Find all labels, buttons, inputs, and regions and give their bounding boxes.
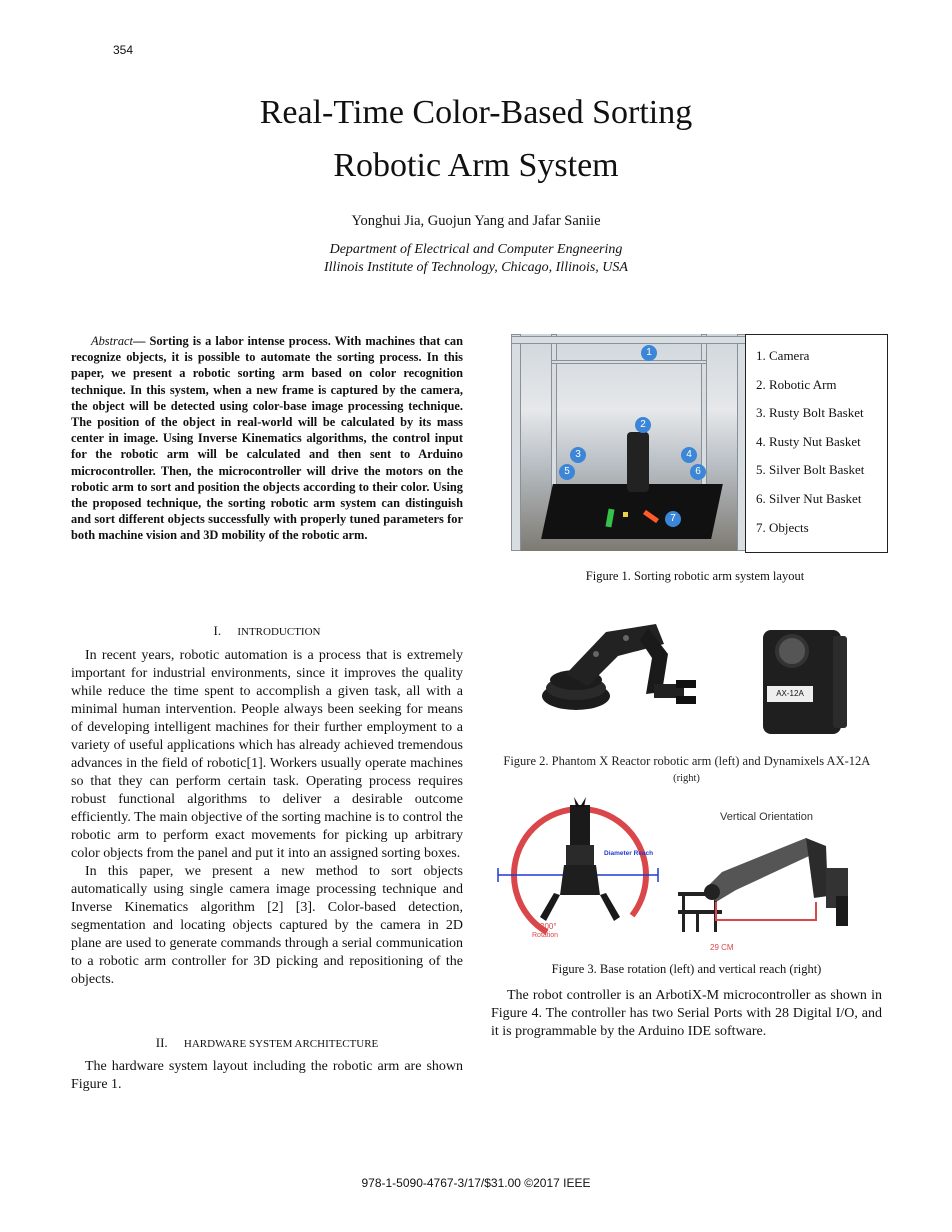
hardware-paragraph: The hardware system layout including the robotic arm are shown Figure 1. <box>71 1059 463 1092</box>
servo-label: AX-12A <box>767 686 813 702</box>
intro-paragraph-1: In recent years, robotic automation is a process that is extremely important for industrial environments, since it improves the quality while reduce the time spent to accomplish a given task, all with a minimal human intervention. People always been seeking for means of developing intelligent machines for their further employment to a variety of useful applications which has already achieved tremendous advances in the field of robotic[1]. Workers usually operate machines so that they can perform certain task. Operating process requires robust functional algorithms to deliver a desirable outcome efficiently. The main objective of the sorting machine is to control the robotic arm to perform exact movements for picking up arbitrary color objects from the panel and put it into an assigned sorting boxes. <box>71 648 463 861</box>
marker-4: 4 <box>681 447 697 463</box>
marker-2: 2 <box>635 417 651 433</box>
section-title: HARDWARE SYSTEM ARCHITECTURE <box>183 1038 379 1050</box>
legend-item-rusty-bolt-basket: 3. Rusty Bolt Basket <box>756 405 864 421</box>
section-number: II. <box>155 1035 168 1050</box>
abstract-lead: Abstract <box>91 334 133 348</box>
controller-paragraph: The robot controller is an ArbotiX-M microcontroller as shown in Figure 4. The controller has two Serial Ports with 28 Digital I/O, and it is programmable by the Arduino IDE software. <box>491 988 882 1039</box>
authors: Yonghui Jia, Guojun Yang and Jafar Saniie <box>351 213 601 229</box>
legend-item-rusty-nut-basket: 4. Rusty Nut Basket <box>756 433 861 449</box>
legend-item-objects: 7. Objects <box>756 519 809 535</box>
vertical-orientation-title: Vertical Orientation <box>720 811 813 823</box>
figure2-caption <box>491 753 882 787</box>
figure2-caption-main: Figure 2. Phantom X Reactor robotic arm (left) and Dynamixels AX-12A <box>503 754 870 768</box>
paper-title <box>0 86 952 192</box>
title-line-2: Robotic Arm System <box>333 147 619 184</box>
legend-item-silver-nut-basket: 6. Silver Nut Basket <box>756 490 862 506</box>
marker-3: 3 <box>570 447 586 463</box>
marker-1: 1 <box>641 345 657 361</box>
footer-copyright: 978-1-5090-4767-3/17/$31.00 ©2017 IEEE <box>361 1176 591 1190</box>
section-heading-introduction <box>71 623 463 639</box>
hardware-body <box>71 1058 463 1094</box>
section-number: I. <box>213 623 222 638</box>
figure3-caption: Figure 3. Base rotation (left) and vertical reach (right) <box>551 962 822 976</box>
figure1-legend <box>745 334 888 553</box>
rotation-word: Rotation <box>532 932 559 939</box>
section-title: INTRODUCTION <box>237 626 321 638</box>
marker-6: 6 <box>690 464 706 480</box>
reach-label: 29 CM <box>710 943 734 952</box>
marker-7: 7 <box>665 511 681 527</box>
affiliation-line-1: Department of Electrical and Computer Engneering <box>329 242 623 257</box>
figure1-caption: Figure 1. Sorting robotic arm system layout <box>585 569 805 583</box>
diameter-label: Diameter Reach <box>604 850 654 857</box>
section-heading-hardware <box>71 1035 463 1051</box>
abstract <box>71 333 463 544</box>
vertical-reach-diagram <box>676 806 872 954</box>
title-line-1: Real-Time Color-Based Sorting <box>259 94 693 131</box>
servo-image <box>755 622 850 742</box>
legend-item-silver-bolt-basket: 5. Silver Bolt Basket <box>756 462 865 478</box>
legend-item-robotic-arm: 2. Robotic Arm <box>756 376 837 392</box>
abstract-text: — Sorting is a labor intense process. With machines that can recognize objects, it is possible to automate the sorting process. In this paper, we present a robotic sorting arm based on color recognition technique. In this system, when a new frame is captured by the camera, the object will be detected using color-base image processing technique. The position of the object in real-world will be calculated by its mass center in image. Using Inverse Kinematics algorithms, the control input for the robotic arm will be calculated and then sent to Arduino microcontroller. Then, the microcontroller will drive the motors on the robotic arm to sort and position the objects according to their color. Using the proposed technique, the sorting robotic arm system can distinguish and sort different objects successfully with properly tuned parameters for both machine vision and 3D mobility of the robotic arm. <box>71 334 463 543</box>
affiliation <box>0 241 952 277</box>
page-number: 354 <box>113 43 134 57</box>
base-rotation-diagram <box>496 795 661 950</box>
legend-item-camera: 1. Camera <box>756 348 810 363</box>
rotation-label: 300° <box>540 922 557 931</box>
intro-paragraph-2: In this paper, we present a new method to sort objects automatically using single camera image processing technique and Inverse Kinematics algorithm [2] [3]. Color-based detection, segmentation and locating objects captured by the camera in 2D plane are used to generate commands through a serial communication to a robotic arm controller for 3D picking and repositioning of the objects. <box>71 864 463 987</box>
introduction-body <box>71 647 463 989</box>
figure1-photo <box>511 334 747 551</box>
marker-5: 5 <box>559 464 575 480</box>
robotic-arm-image <box>536 614 701 726</box>
affiliation-line-2: Illinois Institute of Technology, Chicago, Illinois, USA <box>324 260 628 275</box>
figure2-caption-small: (right) <box>673 773 700 784</box>
